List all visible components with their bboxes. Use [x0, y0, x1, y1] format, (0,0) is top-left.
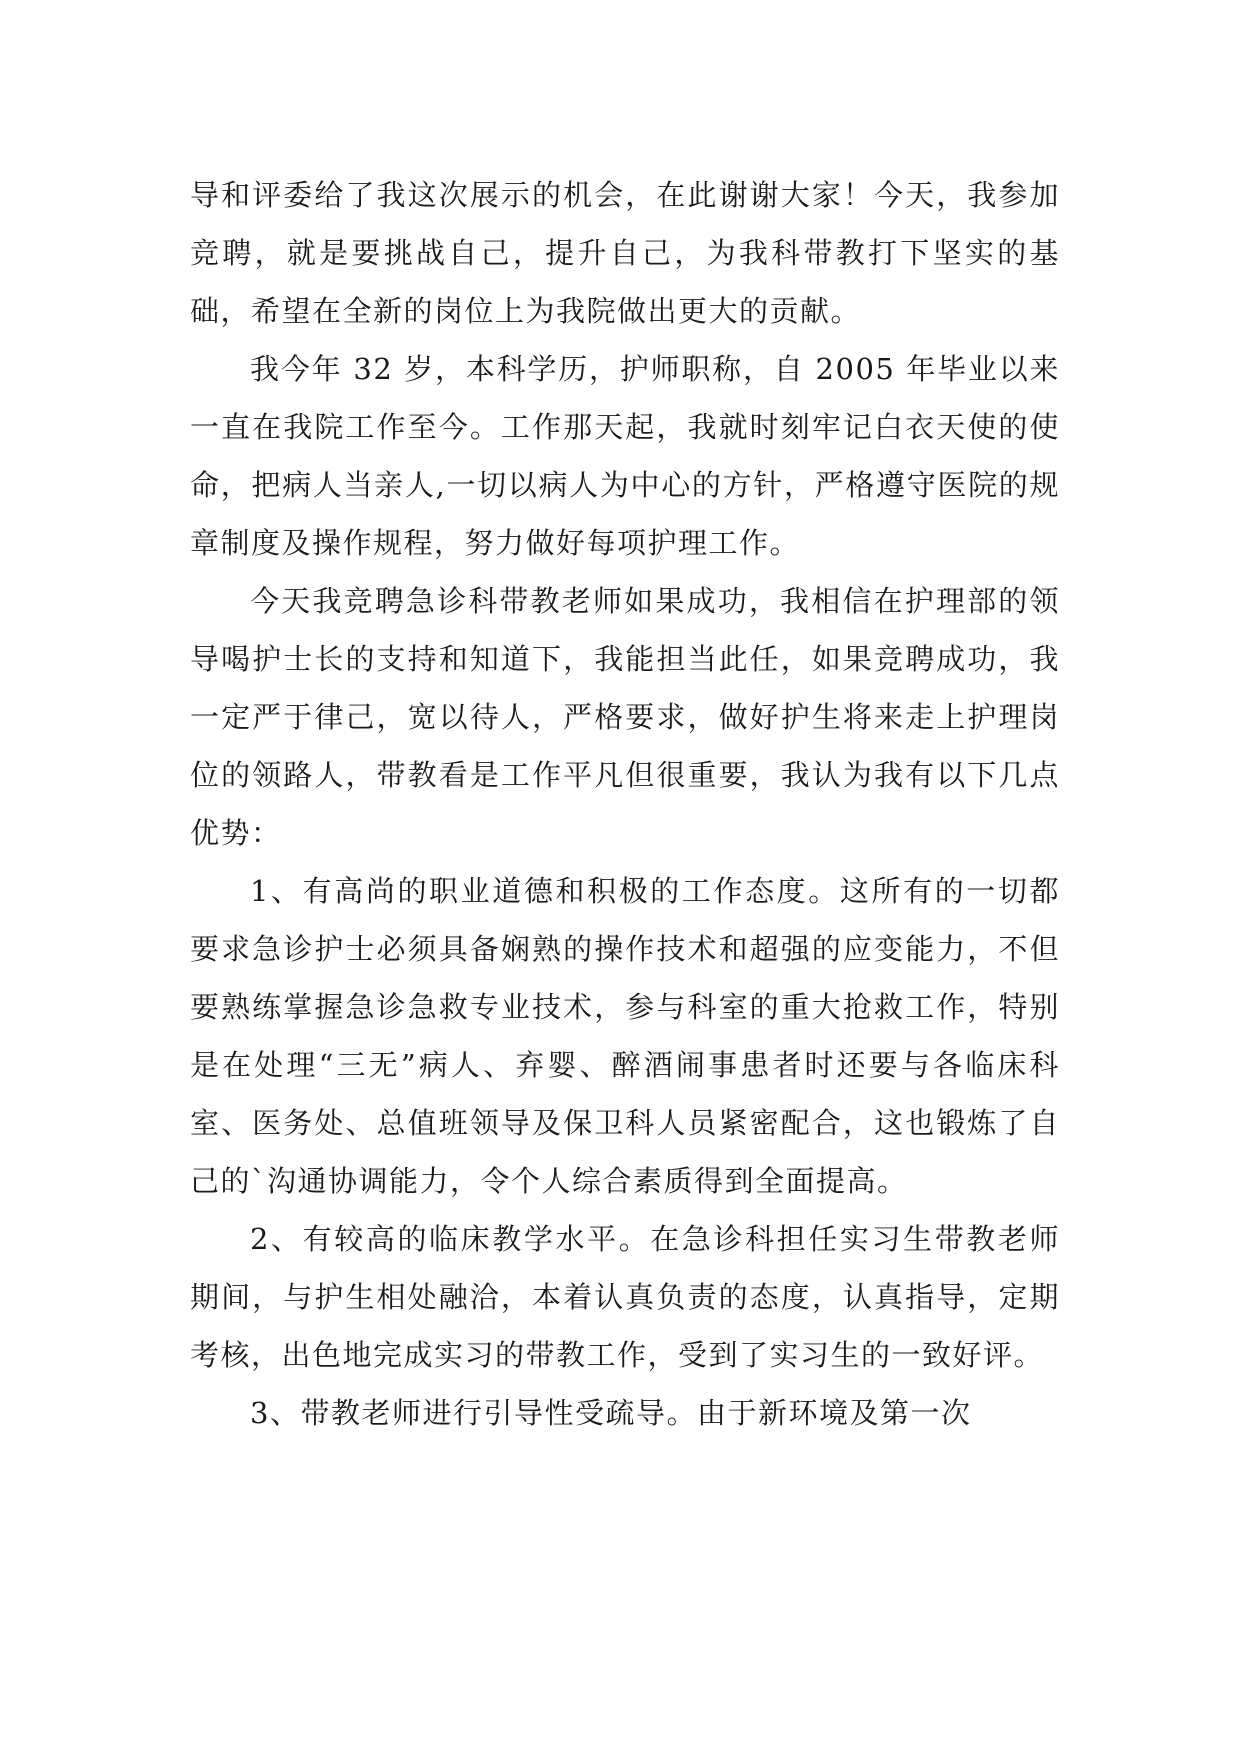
document-body — [190, 166, 1060, 1442]
paragraph-personal-background: 我今年 32 岁，本科学历，护师职称，自 2005 年毕业以来一直在我院工作至今。工作那天起，我就时刻牢记白衣天使的使命，把病人当亲人,一切以病人为中心的方针，严格遵守医院的规章制度及操作规程，努力做好每项护理工作。 — [190, 352, 1060, 560]
paragraph-intro-continued: 导和评委给了我这次展示的机会，在此谢谢大家！今天，我参加竞聘，就是要挑战自己，提升自己，为我科带教打下坚实的基础，希望在全新的岗位上为我院做出更大的贡献。 — [190, 178, 1060, 328]
paragraph-application-statement: 今天我竞聘急诊科带教老师如果成功，我相信在护理部的领导喝护士长的支持和知道下，我能担当此任，如果竞聘成功，我一定严于律己，宽以待人，严格要求，做好护生将来走上护理岗位的领路人，带教看是工作平凡但很重要，我认为我有以下几点优势： — [190, 584, 1060, 850]
paragraph-advantage-2: 2、有较高的临床教学水平。在急诊科担任实习生带教老师期间，与护生相处融洽，本着认真负责的态度，认真指导，定期考核，出色地完成实习的带教工作，受到了实习生的一致好评。 — [190, 1222, 1060, 1372]
paragraph-advantage-1: 1、有高尚的职业道德和积极的工作态度。这所有的一切都要求急诊护士必须具备娴熟的操作技术和超强的应变能力，不但要熟练掌握急诊急救专业技术，参与科室的重大抢救工作，特别是在处理“三无”病人、弃婴、醉酒闹事患者时还要与各临床科室、医务处、总值班领导及保卫科人员紧密配合，这也锻炼了自己的`沟通协调能力，令个人综合素质得到全面提高。 — [190, 874, 1060, 1198]
paragraph-advantage-3: 3、带教老师进行引导性受疏导。由于新环境及第一次 — [250, 1396, 972, 1430]
